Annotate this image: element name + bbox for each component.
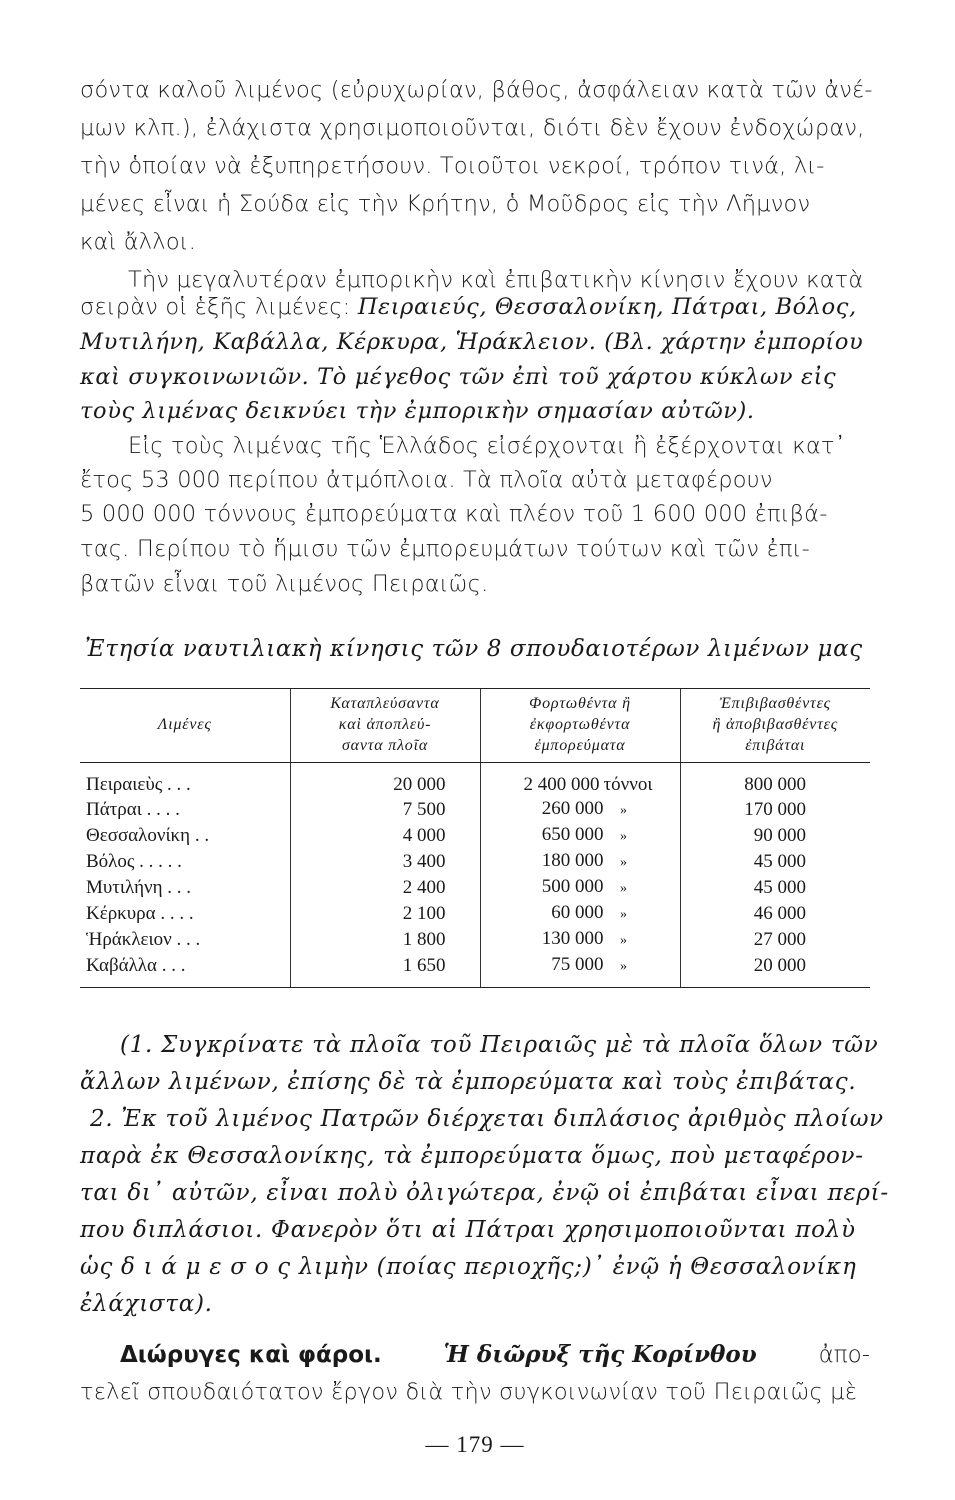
goods-cell: 180 000 »	[480, 849, 680, 875]
ships-cell: 4 000	[290, 823, 480, 849]
column-header-goods: Φορτωθέντα ἢ ἐκφορτωθέντα ἐμπορεύματα	[480, 689, 680, 763]
text-line: Εἰς τοὺς λιμένας τῆς Ἑλλάδος εἰσέρχονται ἢ ἐξέρχονται κατ᾽	[128, 433, 847, 459]
ditto-mark: »	[620, 933, 627, 948]
text-line: τελεῖ σπουδαιότατον ἔργον διὰ τὴν συγκοινωνίαν τοῦ Πειραιῶς μὲ	[80, 1379, 858, 1405]
passengers-cell: 170 000	[680, 797, 870, 823]
text-line: 5 000 000 τόννους ἐμπορεύματα καὶ πλέον τοῦ 1 600 000 ἐπιβά-	[80, 501, 828, 527]
text-line: Μυτιλήνη, Καβάλλα, Κέρκυρα, Ἡράκλειον. (Βλ. χάρτην ἐμπορίου	[80, 329, 864, 355]
text-line	[80, 289, 870, 325]
text-line: καὶ ἄλλοι.	[80, 229, 197, 255]
exercise-line: που διπλάσιοι. Φανερὸν ὅτι αἱ Πάτραι χρησιμοποιοῦνται πολὺ	[80, 1217, 856, 1243]
ships-cell: 2 400	[290, 875, 480, 901]
table-row	[80, 849, 870, 875]
ditto-mark: »	[620, 907, 627, 922]
table-caption: Ἐτησία ναυτιλιακὴ κίνησις τῶν 8 σπουδαιοτέρων λιμένων μας	[85, 636, 863, 662]
harbor-traffic-table	[80, 688, 870, 988]
section-heading-line	[120, 1335, 870, 1375]
text-line: βατῶν εἶναι τοῦ λιμένος Πειραιῶς.	[80, 571, 489, 597]
table-row	[80, 901, 870, 927]
ships-cell: 1 800	[290, 927, 480, 953]
goods-cell: 2 400 000 τόννοι	[480, 763, 680, 798]
text-line: Τὴν μεγαλυτέραν ἐμπορικὴν καὶ ἐπιβατικὴν κίνησιν ἔχουν κατὰ	[128, 267, 864, 293]
table-row	[80, 797, 870, 823]
ports-list-italic: Πειραιεύς, Θεσσαλονίκη, Πάτραι, Βόλος,	[357, 294, 857, 320]
column-header-passengers: Ἐπιβιβασθέντες ἢ ἀποβιβασθέντες ἐπιβάται	[680, 689, 870, 763]
goods-cell: 75 000 »	[480, 953, 680, 988]
section-lead: Ἡ διῶρυξ τῆς Κορίνθου	[443, 1341, 757, 1368]
column-header-ports: Λιμένες	[80, 689, 290, 763]
section-title: Διώρυγες καὶ φάροι.	[120, 1342, 382, 1368]
ditto-mark: »	[620, 803, 627, 818]
passengers-cell: 27 000	[680, 927, 870, 953]
port-cell: Καβάλλα . . .	[80, 953, 290, 988]
passengers-cell: 45 000	[680, 849, 870, 875]
table-row	[80, 823, 870, 849]
text-line: μένες εἶναι ἡ Σούδα εἰς τὴν Κρήτην, ὁ Μοῦδρος εἰς τὴν Λῆμνον	[80, 191, 811, 217]
text-line: μων κλπ.), ἐλάχιστα χρησιμοποιοῦνται, διότι δὲν ἔχουν ἐνδοχώραν,	[80, 115, 865, 141]
port-cell: Θεσσαλονίκη . .	[86, 825, 210, 846]
port-cell: Πάτραι . . . .	[86, 799, 180, 820]
text-line: ἔτος 53 000 περίπου ἀτμόπλοια. Τὰ πλοῖα αὐτὰ μεταφέρουν	[80, 467, 773, 493]
passengers-cell: 20 000	[680, 953, 870, 988]
exercise-line: ὡς δ ι ά μ ε σ ο ς λιμὴν (ποίας περιοχῆς;)᾽ ἐνῷ ἡ Θεσσαλονίκη	[80, 1254, 857, 1280]
goods-cell: 650 000 »	[480, 823, 680, 849]
passengers-cell: 46 000	[680, 901, 870, 927]
ships-cell: 7 500	[290, 797, 480, 823]
goods-cell: 260 000 »	[480, 797, 680, 823]
table-header-row	[80, 689, 870, 763]
passengers-cell: 90 000	[680, 823, 870, 849]
text-span: ἀπο-	[818, 1342, 870, 1368]
ditto-mark: »	[620, 881, 627, 896]
ditto-mark: »	[620, 855, 627, 870]
unit-label: τόννοι	[603, 774, 653, 795]
table-row	[80, 953, 870, 988]
ditto-mark: »	[620, 959, 627, 974]
text-span: σειρὰν οἱ ἑξῆς λιμένες:	[80, 294, 351, 320]
goods-cell: 60 000 »	[480, 901, 680, 927]
exercise-line: (1. Συγκρίνατε τὰ πλοῖα τοῦ Πειραιῶς μὲ τὰ πλοῖα ὅλων τῶν	[120, 1032, 879, 1058]
passengers-cell: 45 000	[680, 875, 870, 901]
ships-cell: 20 000	[290, 763, 480, 798]
passengers-cell: 800 000	[680, 763, 870, 798]
book-page	[80, 0, 889, 1500]
table-row	[80, 875, 870, 901]
port-cell: Ἡράκλειον . . .	[86, 929, 201, 950]
port-cell: Μυτιλήνη . . .	[86, 877, 192, 898]
ships-cell: 2 100	[290, 901, 480, 927]
goods-cell: 130 000 »	[480, 927, 680, 953]
text-line: σόντα καλοῦ λιμένος (εὐρυχωρίαν, βάθος, ἀσφάλειαν κατὰ τῶν ἀνέ-	[80, 77, 873, 103]
text-line: τοὺς λιμένας δεικνύει τὴν ἐμπορικὴν σημασίαν αὐτῶν).	[80, 398, 755, 424]
text-line: τας. Περίπου τὸ ἥμισυ τῶν ἐμπορευμάτων τούτων καὶ τῶν ἐπι-	[80, 536, 810, 562]
page-number: — 179 —	[425, 1432, 525, 1457]
exercise-line: 2. Ἐκ τοῦ λιμένος Πατρῶν διέρχεται διπλάσιος ἀριθμὸς πλοίων	[90, 1106, 884, 1132]
exercise-line: ται δι᾽ αὐτῶν, εἶναι πολὺ ὀλιγώτερα, ἐνῷ οἱ ἐπιβάται εἶναι περί-	[80, 1180, 889, 1206]
port-cell: Κέρκυρα . . . .	[86, 903, 194, 924]
ditto-mark: »	[620, 829, 627, 844]
text-line: καὶ συγκοινωνιῶν. Τὸ μέγεθος τῶν ἐπὶ τοῦ χάρτου κύκλων εἰς	[80, 364, 837, 390]
goods-cell: 500 000 »	[480, 875, 680, 901]
exercise-line: ἄλλων λιμένων, ἐπίσης δὲ τὰ ἐμπορεύματα καὶ τοὺς ἐπιβάτας.	[80, 1069, 857, 1095]
column-header-ships: Καταπλεύσαντα καὶ ἀποπλεύ- σαντα πλοῖα	[290, 689, 480, 763]
port-cell: Βόλος . . . . .	[86, 851, 182, 872]
ships-cell: 3 400	[290, 849, 480, 875]
port-cell: Πειραιεὺς . . .	[86, 774, 191, 795]
exercise-line: ἐλάχιστα).	[80, 1291, 213, 1317]
ships-cell: 1 650	[290, 953, 480, 988]
table-row	[80, 763, 870, 798]
text-line: τὴν ὁποίαν νὰ ἐξυπηρετήσουν. Τοιοῦτοι νεκροί, τρόπον τινά, λι-	[80, 153, 825, 179]
table-row	[80, 927, 870, 953]
exercise-line: παρὰ ἐκ Θεσσαλονίκης, τὰ ἐμπορεύματα ὅμως, ποὺ μεταφέρον-	[80, 1143, 864, 1169]
